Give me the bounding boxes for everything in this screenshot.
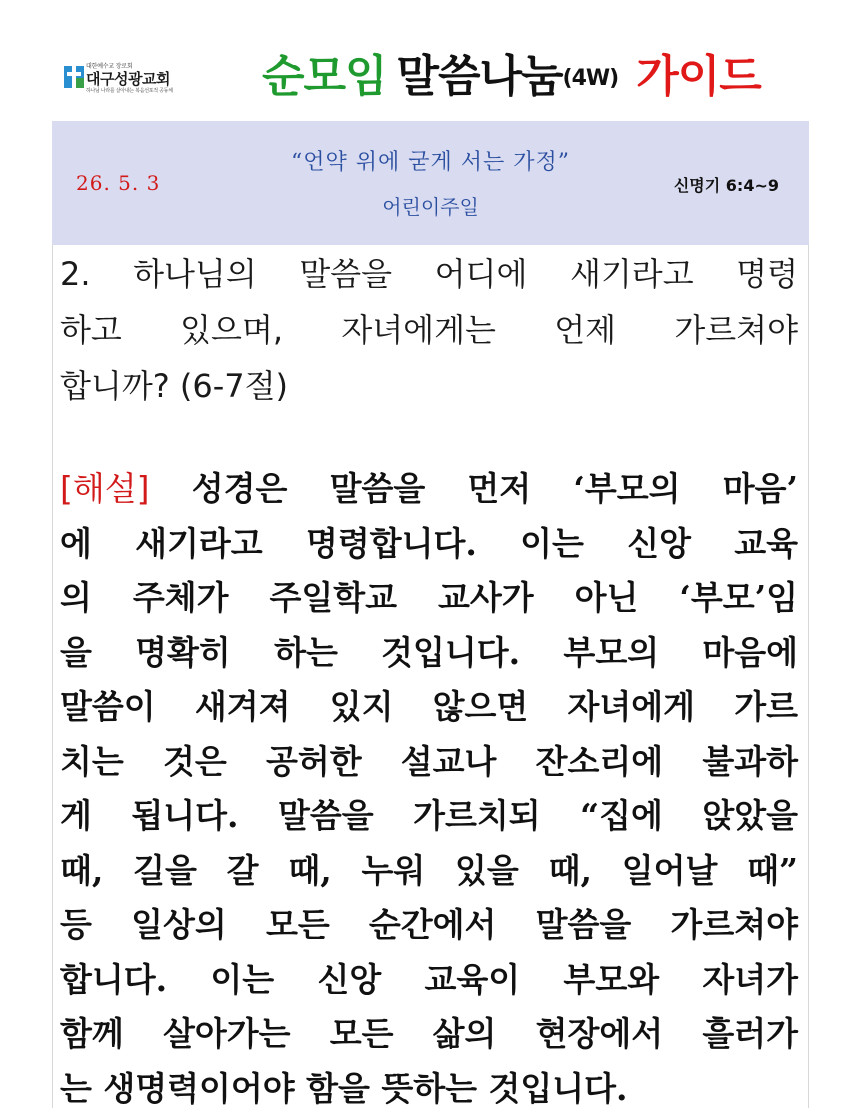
commentary-line: 함께 살아가는 모든 삶의 현장에서 흘러가 — [60, 1007, 798, 1062]
commentary-text: 성경은 말씀을 먼저 ‘부모의 마음’ — [150, 469, 798, 508]
commentary-line: 합니다. 이는 신앙 교육이 부모와 자녀가 — [60, 953, 798, 1008]
church-slogan: 하나님 나라를 살아내는 복음선포적 공동체 — [86, 87, 173, 94]
church-cross-icon — [64, 64, 84, 88]
commentary-line: 치는 것은 공허한 설교나 잔소리에 불과하 — [60, 735, 798, 790]
church-name: 대구성광교회 — [86, 68, 170, 89]
church-logo — [62, 58, 202, 98]
question-line: 2. 하나님의 말씀을 어디에 새기라고 명령 — [60, 246, 798, 302]
commentary-line: 게 됩니다. 말씀을 가르치되 “집에 앉았을 — [60, 789, 798, 844]
commentary-line: 의 주체가 주일학교 교사가 아닌 ‘부모’임 — [60, 571, 798, 626]
commentary-line: 때, 길을 갈 때, 누워 있을 때, 일어날 때” — [60, 844, 798, 899]
title-part-word: 말씀나눔 — [397, 51, 563, 102]
commentary-line — [60, 462, 798, 517]
commentary-line: 는 생명력이어야 함을 뜻하는 것입니다. — [60, 1062, 798, 1116]
question-line: 하고 있으며, 자녀에게는 언제 가르쳐야 — [60, 302, 798, 358]
question-line: 합니까? (6-7절) — [60, 358, 798, 414]
commentary-line: 을 명확히 하는 것입니다. 부모의 마음에 — [60, 626, 798, 681]
commentary-line: 말씀이 새겨져 있지 않으면 자녀에게 가르 — [60, 680, 798, 735]
commentary-line: 등 일상의 모든 순간에서 말씀을 가르쳐야 — [60, 898, 798, 953]
occasion-label: 어린이주일 — [52, 191, 809, 220]
title-part-guide: 가이드 — [636, 51, 761, 102]
sermon-theme: “언약 위에 굳게 서는 가정” — [52, 145, 809, 176]
page-title — [262, 40, 761, 100]
commentary-line: 에 새기라고 명령합니다. 이는 신앙 교육 — [60, 517, 798, 572]
scripture-reference: 신명기 6:4~9 — [674, 173, 779, 196]
title-part-group: 순모임 — [262, 51, 387, 102]
title-part-4w: (4W) — [563, 66, 619, 91]
question-block — [60, 246, 798, 414]
denomination-label: 대한예수교 장로회 — [86, 61, 132, 70]
commentary-block — [60, 462, 798, 1116]
date-label: 26. 5. 3 — [76, 171, 160, 195]
commentary-tag: [해설] — [60, 469, 150, 508]
info-band — [52, 121, 809, 245]
